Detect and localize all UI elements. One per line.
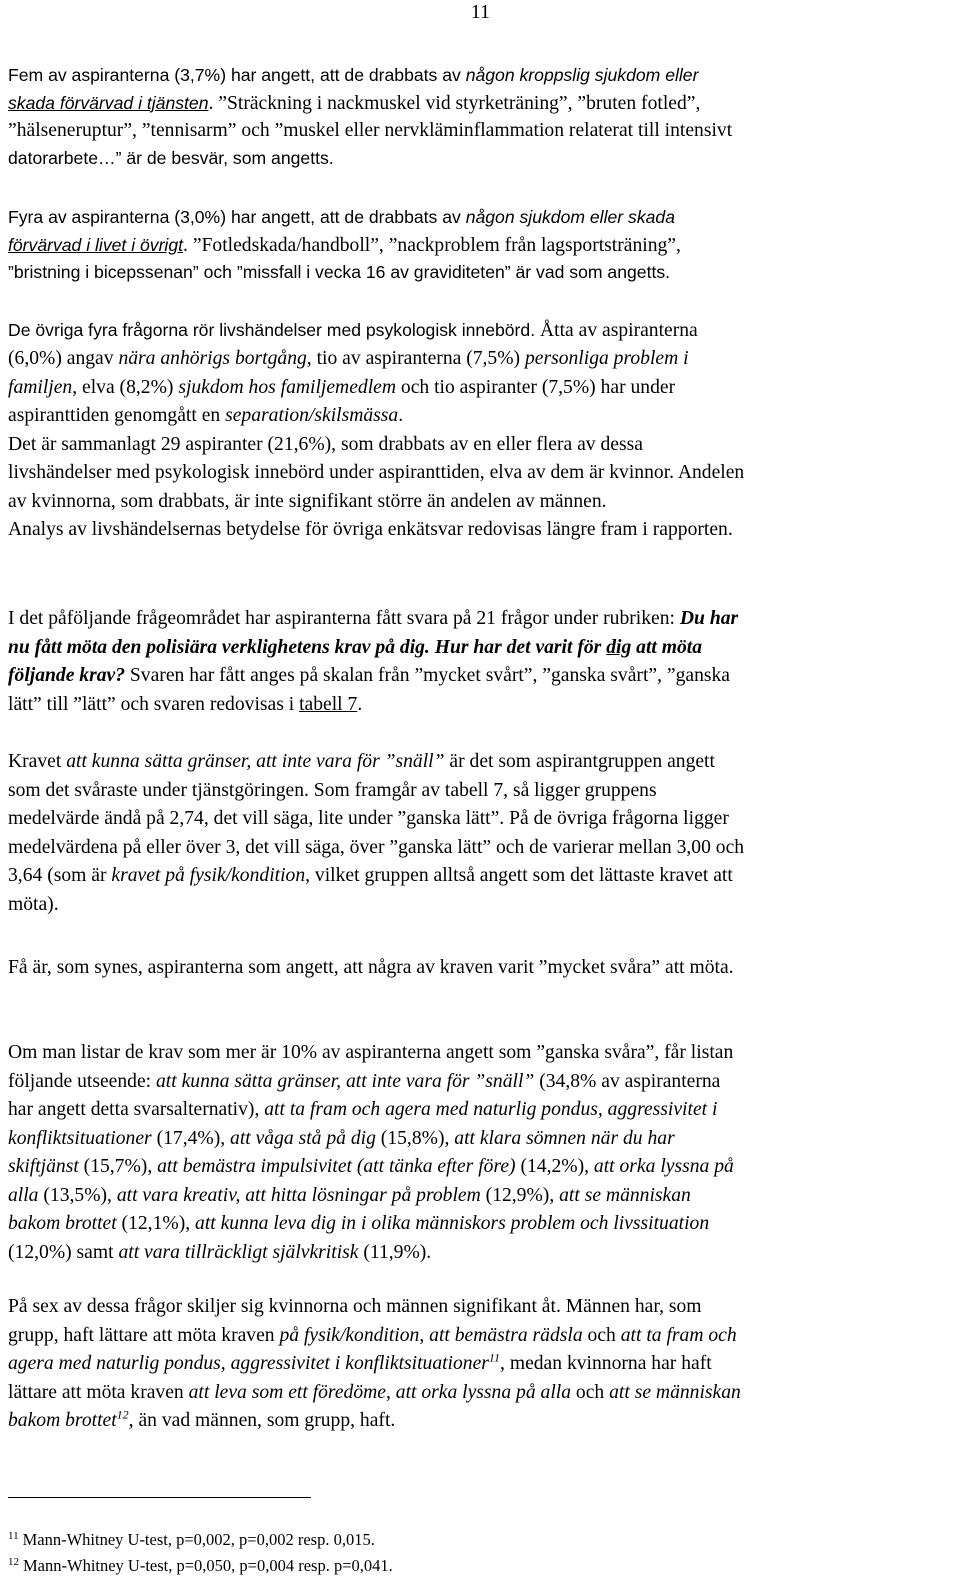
text-run-italic: bakom brottet [8,1410,117,1431]
footnote-ref-12[interactable]: 12 [116,1407,129,1422]
page-number: 11 [470,1,490,23]
text-run-italic: att kunna sätta gränser, att inte vara för ”snäll” [156,1070,535,1092]
text-run-italic: att ta fram och agera med naturlig pondus, aggressivitet i [264,1099,718,1120]
text-run-bold-italic: nu fått möta den polisiära verklighetens krav på dig. Hur har det varit för [8,636,607,658]
text-run-italic-underlined: förvärvad i livet i övrigt [8,234,184,255]
paragraph-hardest-demand [8,748,952,919]
text-run-italic: att se människan [559,1184,691,1206]
text-run-italic: någon sjukdom eller skada [465,207,675,227]
text-line: medelvärde ändå på 2,74, det vill säga, lite under ”ganska lätt”. På de övriga frågorna ligger [8,808,729,829]
text-run: . [357,693,363,715]
text-run-italic: separation/skilsmässa [225,405,399,426]
text-run: , elva (8,2%) [72,376,179,398]
text-line: På sex av dessa frågor skiljer sig kvinnorna och männen signifikant åt. Männen har, som [8,1296,702,1317]
table-reference-link[interactable]: tabell 7 [299,693,358,715]
text-line: datorarbete…” är de besvär, som angetts. [8,147,334,168]
footnote-number: 11 [8,1529,19,1542]
text-run: lättare att möta kraven [8,1381,189,1403]
text-run-italic: på fysik/kondition [279,1324,420,1346]
text-run: (13,5%), [38,1184,117,1206]
text-run: och [571,1381,610,1403]
paragraph-life-events-cont [8,345,952,545]
text-line: medelvärdena på eller över 3, det vill säga, över ”ganska lätt” och de varierar mellan 3,00 och [8,836,745,858]
text-run-italic: nära anhörigs bortgång [118,348,307,369]
text-run: aspiranttiden genomgått en [8,405,226,426]
footnote-number: 12 [8,1555,19,1568]
text-run-bold-italic: att möta [631,636,703,658]
text-run-italic-underlined: skada förvärvad i tjänsten [8,92,209,113]
footnote-12 [8,1556,393,1576]
text-run: . ”Sträckning i nackmuskel vid styrketräning”, ”bruten fotled”, [208,92,701,114]
paragraph-physical-illness-work [8,62,952,172]
text-run: (6,0%) angav [8,348,119,369]
text-run-italic: att leva som ett föredöme [188,1381,386,1403]
text-run: (12,0%) samt [8,1241,119,1263]
text-run: följande utseende: [8,1070,156,1092]
text-run-italic: att bemästra rädsla [429,1324,583,1346]
text-run-italic: att se människan [609,1381,741,1403]
text-run: Åtta av aspiranterna [535,320,698,341]
text-line: Om man listar de krav som mer är 10% av aspiranterna angett som ”ganska svåra”, får listan [8,1042,734,1063]
text-run: . [398,405,404,426]
text-line: Få är, som synes, aspiranterna som angett, att några av kraven varit ”mycket svåra” att möta. [8,957,734,978]
text-line: av kvinnorna, som drabbats, är inte signifikant större än andelen av männen. [8,490,607,512]
text-run-italic: att vara tillräckligt självkritisk [118,1241,359,1263]
text-run-bold-italic-underlined: dig [606,636,632,658]
text-run: (11,9%). [358,1241,432,1263]
text-run-italic: att orka lyssna på alla [395,1381,572,1403]
text-run-bold-italic: följande krav? [8,665,126,686]
text-run: , än vad männen, som grupp, haft. [128,1410,396,1431]
text-run: I det påföljande frågeområdet har aspiranterna fått svara på 21 frågor under rubriken: [8,608,680,629]
text-run: har angett detta svarsalternativ), [8,1099,265,1120]
paragraph-gender-differences [8,1293,952,1436]
text-line: Analys av livshändelsernas betydelse för övriga enkätsvar redovisas längre fram i rapporten. [8,519,733,540]
text-line: möta). [8,893,59,915]
text-run-italic: att våga stå på dig [230,1127,376,1149]
text-run-bold-italic: Du har [679,608,739,629]
text-run-italic: att ta fram och [620,1324,737,1346]
footnote-11 [8,1530,375,1550]
text-run: är det som aspirantgruppen angett [444,751,715,772]
text-run: , vilket gruppen alltså angett som det lättaste kravet att [305,865,733,886]
text-line: som det svåraste under tjänstgöringen. Som framgår av tabell 7, så ligger gruppens [8,779,657,801]
footnote-ref-11[interactable]: 11 [488,1350,501,1365]
footnote-divider [8,1497,311,1498]
text-run: , tio av aspiranterna (7,5%) [306,348,525,369]
text-line: ”hälseneruptur”, ”tennisarm” och ”muskel eller nervkläminflammation relaterat till intensivt [8,120,733,141]
text-line: Det är sammanlagt 29 aspiranter (21,6%), som drabbats av en eller flera av dessa [8,433,643,455]
text-run-italic: alla [8,1184,39,1206]
footnote-text: Mann-Whitney U-test, p=0,002, p=0,002 resp. 0,015. [22,1530,375,1549]
text-run-italic: skiftjänst [8,1156,79,1177]
text-run: 3,64 (som är [8,865,112,886]
text-run: (12,1%), [116,1213,196,1234]
text-run-italic: bakom brottet [8,1213,117,1234]
text-run-italic: personliga problem i [524,348,689,369]
text-run: Kravet [8,751,67,772]
text-run-italic: konfliktsituationer [8,1127,152,1149]
text-line: livshändelser med psykologisk innebörd under aspiranttiden, elva av dem är kvinnor. Andelen [8,462,745,483]
text-run: grupp, haft lättare att möta kraven [8,1324,280,1346]
text-run: (14,2%), [515,1156,594,1177]
paragraph-illness-other [8,204,952,287]
text-run-italic: att klara sömnen när du har [454,1127,675,1149]
text-run: , [419,1324,430,1346]
text-run: (15,7%), [78,1156,158,1177]
text-run-italic: att kunna sätta gränser, att inte vara för ”snäll” [66,751,445,772]
text-run-italic: kravet på fysik/kondition [111,865,306,886]
text-run: (15,8%), [375,1127,455,1149]
text-run: (12,9%), [480,1184,560,1206]
text-run-italic: agera med naturlig pondus, aggressivitet i konfliktsituationer [8,1353,489,1374]
text-run: De övriga fyra frågorna rör livshändelser med psykologisk innebörd. [8,320,536,340]
paragraph-list-of-demands [8,1039,952,1267]
text-run: , medan kvinnorna har haft [500,1353,712,1374]
text-run: lätt” till ”lätt” och svaren redovisas i [8,693,300,715]
paragraph-life-events [8,317,952,345]
text-run-italic: att vara kreativ, att hitta lösningar på problem [116,1184,481,1206]
text-run: (34,8% av aspiranterna [534,1070,721,1092]
text-run-italic: familjen [8,376,73,398]
text-run-italic: att kunna leva dig in i olika människors problem och livssituation [195,1213,710,1234]
text-run: Fyra av aspiranterna (3,0%) har angett, att de drabbats av [8,207,466,227]
footnote-text: Mann-Whitney U-test, p=0,050, p=0,004 resp. p=0,041. [23,1556,393,1575]
text-run: och [582,1324,621,1346]
text-run-italic: att bemästra impulsivitet (att tänka efter före) [157,1156,516,1177]
text-run-italic: sjukdom hos familjemedlem [178,376,396,398]
text-run: , [385,1381,396,1403]
text-run: Fem av aspiranterna (3,7%) har angett, att de drabbats av [8,65,466,85]
text-run: Svaren har fått anges på skalan från ”mycket svårt”, ”ganska svårt”, ”ganska [125,665,730,686]
paragraph-question-area [8,605,952,719]
paragraph-few-very-hard [8,954,952,983]
text-run: och tio aspiranter (7,5%) har under [396,376,676,398]
text-run-italic: någon kroppslig sjukdom eller [465,65,699,85]
text-line: ”bristning i bicepssenan” och ”missfall i vecka 16 av graviditeten” är vad som angetts. [8,262,671,282]
text-run: . ”Fotledskada/handboll”, ”nackproblem från lagsportsträning”, [183,234,681,256]
text-run: (17,4%), [151,1127,231,1149]
text-run-italic: att orka lyssna på [593,1156,734,1177]
